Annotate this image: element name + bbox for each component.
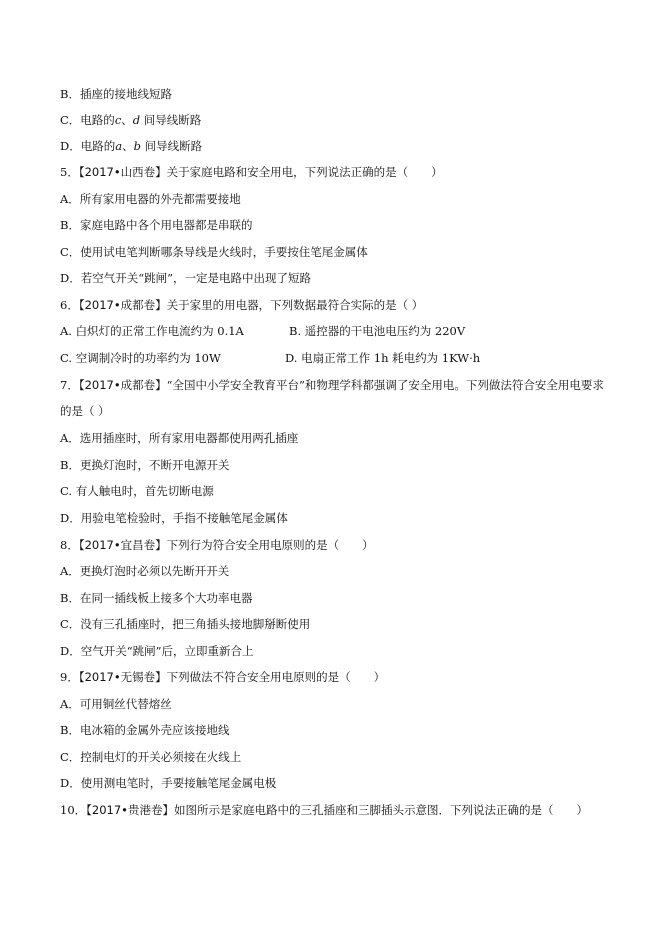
question-5-option-b	[60, 217, 252, 233]
question-8-option-c	[60, 616, 310, 632]
question-text: 下列行为符合安全用电原则的是（ ）	[166, 538, 374, 552]
question-source: 【2017•无锡卷】	[78, 670, 167, 684]
question-number: 8．	[60, 538, 79, 552]
prev-option-b	[60, 86, 172, 102]
option-text: D．空气开关“跳闸”后，立即重新合上	[60, 644, 254, 658]
question-text: 关于家庭电路和安全用电，下列说法正确的是（ ）	[166, 165, 443, 179]
question-5-option-d	[60, 270, 311, 286]
prev-option-d-var1: a	[115, 139, 123, 153]
option-text: D．若空气开关“跳闸”，一定是电路中出现了短路	[60, 271, 311, 285]
question-7-option-a	[60, 430, 298, 446]
question-source: 【2017•成都卷】	[78, 298, 167, 312]
question-number: 9．	[60, 670, 79, 684]
prev-option-d-sep: 、	[122, 139, 134, 153]
option-text: C．没有三孔插座时，把三角插头接地脚掰断使用	[60, 617, 311, 631]
question-7-option-d	[60, 510, 288, 526]
prev-option-c-sep: 、	[121, 113, 133, 127]
option-text: B．在同一插线板上接多个大功率电器	[60, 591, 253, 605]
option-text: A．可用铜丝代替熔丝	[60, 697, 172, 711]
question-7-option-c	[60, 483, 214, 499]
option-text: B．更换灯泡时，不断开电源开关	[60, 458, 230, 472]
question-text: “全国中小学安全教育平台”和物理学科都强调了安全用电。下列做法符合安全用电要求	[166, 378, 604, 392]
prev-option-d	[60, 138, 202, 154]
question-source: 【2017•山西卷】	[78, 165, 167, 179]
prev-option-d-var2: b	[133, 139, 141, 153]
option-text: B．家庭电路中各个用电器都是串联的	[60, 218, 253, 232]
prev-option-c-var2: d	[132, 113, 141, 127]
question-number: 10．	[60, 803, 87, 817]
option-text: D. 电扇正常工作 1h 耗电约为 1KW·h	[285, 351, 481, 365]
question-text: 如图所示是家庭电路中的三孔插座和三脚插头示意图．下列说法正确的是（ ）	[173, 803, 588, 817]
prev-option-c-var1: c	[114, 113, 122, 127]
question-7-option-b	[60, 457, 229, 473]
question-text-continued: 的是（ ）	[60, 404, 110, 418]
question-number: 7．	[60, 378, 79, 392]
option-text: B．电冰箱的金属外壳应该接地线	[60, 723, 230, 737]
prev-option-d-prefix: D．电路的	[60, 139, 116, 153]
question-text: 下列做法不符合安全用电原则的是（ ）	[166, 670, 386, 684]
question-9-option-d	[60, 775, 276, 791]
question-9-option-c	[60, 749, 241, 765]
question-number: 5．	[60, 165, 79, 179]
option-text: C．使用试电笔判断哪条导线是火线时，手要按住笔尾金属体	[60, 245, 368, 259]
question-5-option-a	[60, 191, 241, 207]
question-8-option-d	[60, 643, 253, 659]
option-text: A．所有家用电器的外壳都需要接地	[60, 192, 241, 206]
prev-option-c-prefix: C．电路的	[60, 113, 115, 127]
option-text: A．更换灯泡时必须以先断开开关	[60, 564, 230, 578]
question-8-stem	[60, 537, 374, 553]
question-number: 6．	[60, 298, 79, 312]
question-8-option-a	[60, 563, 229, 579]
option-text: A．选用插座时，所有家用电器都使用两孔插座	[60, 431, 299, 445]
prev-option-c-suffix: 间导线断路	[140, 113, 202, 127]
question-9-option-b	[60, 722, 229, 738]
question-5-option-c	[60, 244, 368, 260]
question-10-stem	[60, 802, 588, 818]
option-text: B. 遥控器的干电池电压约为 220V	[289, 324, 466, 338]
question-7-stem-continued	[60, 403, 110, 419]
question-source: 【2017•贵港卷】	[86, 803, 174, 817]
option-text: C. 空调制冷时的功率约为 10W	[60, 351, 221, 365]
question-9-option-a	[60, 696, 172, 712]
question-7-stem	[60, 377, 604, 393]
question-source: 【2017•成都卷】	[78, 378, 167, 392]
question-9-stem	[60, 669, 385, 685]
option-text: A. 白炽灯的正常工作电流约为 0.1A	[60, 324, 244, 338]
question-6-option-c	[60, 350, 221, 366]
question-text: 关于家里的用电器，下列数据最符合实际的是（ ）	[166, 298, 424, 312]
question-6-stem	[60, 297, 423, 313]
prev-option-c	[60, 112, 201, 128]
option-text: C. 有人触电时，首先切断电源	[60, 484, 214, 498]
question-6-option-d	[285, 350, 480, 366]
option-text: D．用验电笔检验时，手指不接触笔尾金属体	[60, 511, 288, 525]
question-6-option-a	[60, 323, 244, 339]
question-8-option-b	[60, 590, 252, 606]
question-6-option-b	[289, 323, 465, 339]
option-text: D．使用测电笔时，手要接触笔尾金属电极	[60, 776, 277, 790]
option-text: C．控制电灯的开关必须接在火线上	[60, 750, 242, 764]
question-5-stem	[60, 164, 443, 180]
question-source: 【2017•宜昌卷】	[78, 538, 167, 552]
prev-option-d-suffix: 间导线断路	[140, 139, 203, 153]
prev-option-b-text: B．插座的接地线短路	[60, 87, 172, 101]
